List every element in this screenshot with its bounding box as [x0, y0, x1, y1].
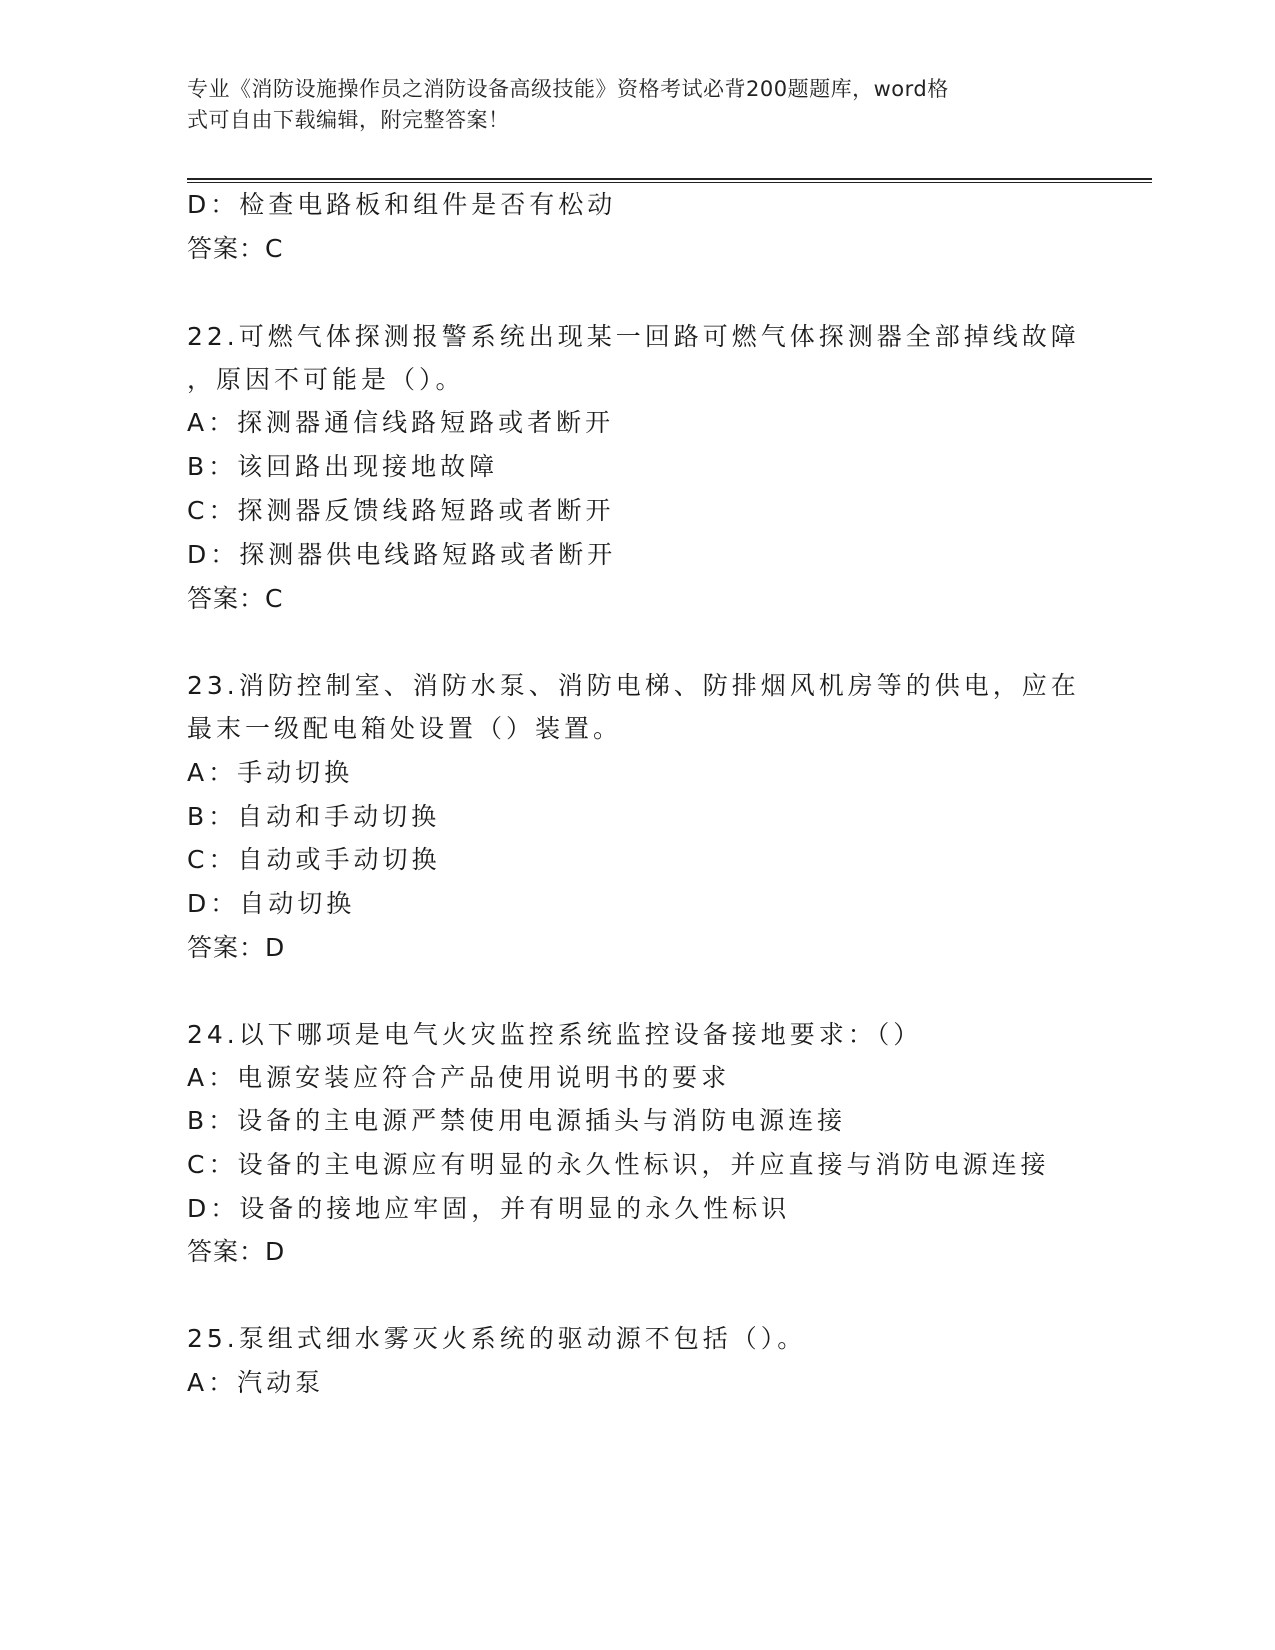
question-stem-cont: ，原因不可能是（）。 [187, 365, 465, 394]
header-line-1: 专业《消防设施操作员之消防设备高级技能》资格考试必背200题题库，word格 [187, 77, 949, 101]
option-b: B：设备的主电源严禁使用电源插头与消防电源连接 [187, 1106, 847, 1135]
option-a: A：汽动泵 [187, 1368, 325, 1397]
answer: 答案：C [187, 584, 284, 613]
option-c: C：自动或手动切换 [187, 845, 441, 874]
option-b: B：该回路出现接地故障 [187, 452, 499, 481]
header-divider-thin [187, 182, 1152, 183]
option-a: A：探测器通信线路短路或者断开 [187, 408, 615, 437]
question-stem: 22.可燃气体探测报警系统出现某一回路可燃气体探测器全部掉线故障 [187, 322, 1080, 351]
header-divider-thick [187, 178, 1152, 180]
option-c: C：设备的主电源应有明显的永久性标识，并应直接与消防电源连接 [187, 1150, 1050, 1179]
prev-answer: 答案：C [187, 234, 284, 263]
question-stem: 24.以下哪项是电气火灾监控系统监控设备接地要求：（） [187, 1020, 923, 1049]
option-a: A：电源安装应符合产品使用说明书的要求 [187, 1063, 731, 1092]
question-stem-cont: 最末一级配电箱处设置（）装置。 [187, 714, 623, 743]
option-a: A：手动切换 [187, 758, 354, 787]
option-d: D：探测器供电线路短路或者断开 [187, 540, 617, 569]
option-d: D：设备的接地应牢固，并有明显的永久性标识 [187, 1194, 791, 1223]
answer: 答案：D [187, 1237, 286, 1266]
header-line-2: 式可自由下载编辑，附完整答案！ [187, 108, 510, 132]
answer: 答案：D [187, 933, 286, 962]
question-stem: 25.泵组式细水雾灭火系统的驱动源不包括（）。 [187, 1324, 807, 1353]
question-stem: 23.消防控制室、消防水泵、消防电梯、防排烟风机房等的供电，应在 [187, 671, 1080, 700]
prev-option-d: D：检查电路板和组件是否有松动 [187, 190, 617, 219]
document-header [187, 74, 1067, 136]
option-c: C：探测器反馈线路短路或者断开 [187, 496, 615, 525]
option-d: D：自动切换 [187, 889, 356, 918]
option-b: B：自动和手动切换 [187, 802, 441, 831]
